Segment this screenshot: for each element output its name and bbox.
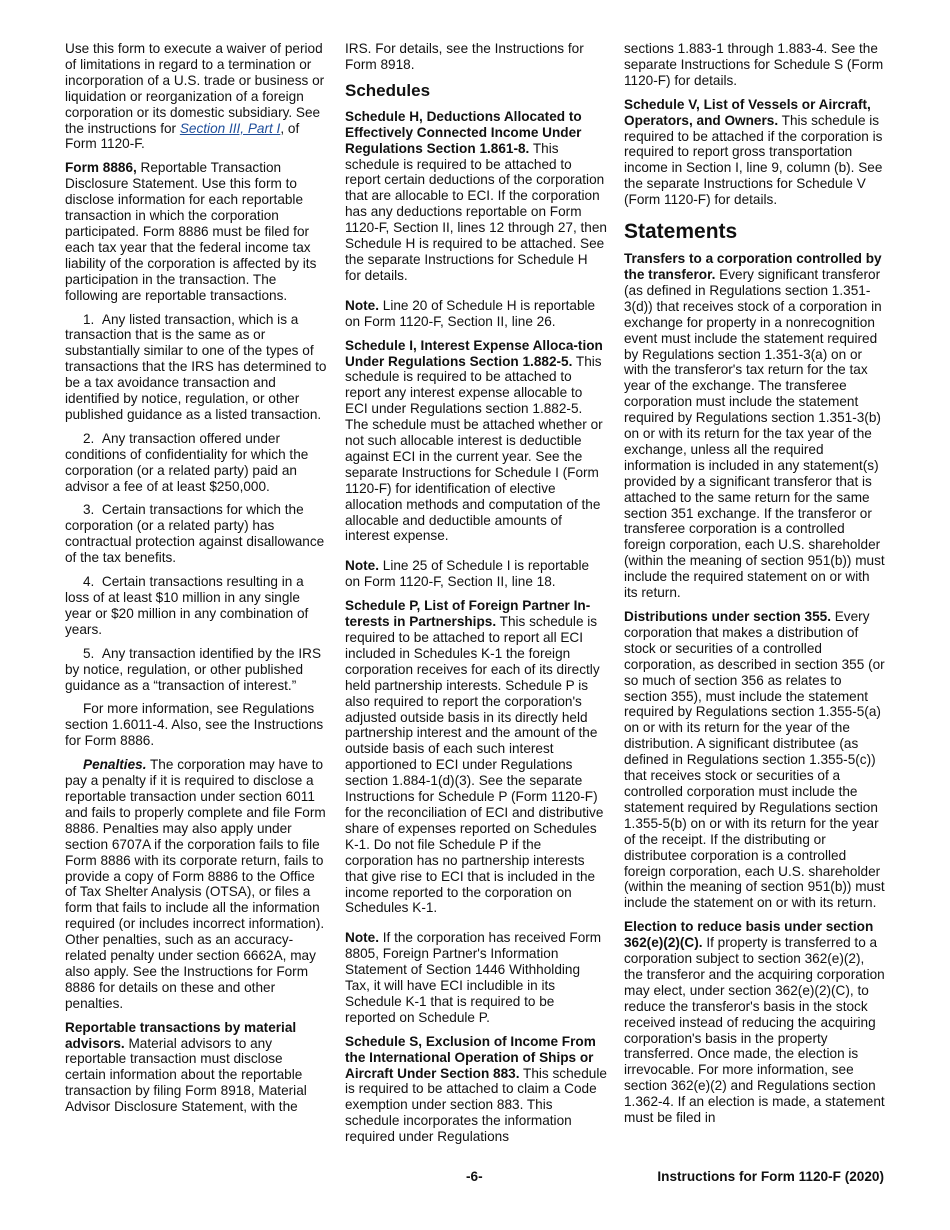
page-number: -6- [466,1169,483,1184]
paragraph-transfers: Transfers to a corporation controlled by the transferor. Every significant transferor (as defined in Regulations section 1.351-3(d)) that receives stock of a corporation in exchange for property in a nonrecognition event must include the statement required by Regulations section 1.351-3(a) on or with the transferor's tax return for the tax year of the exchange. The transferee corporation must include the statement required by Regulations section 1.351-3(b) on or with its return for the tax year of the exchange, unless all the required information is included in any statement(s) provided by a significant transferor that is attached to the same return for the same section 351 exchange. If the transferor or transferee corporation is a controlled foreign corporation, each U.S. shareholder (within the meaning of section 951(b)) must include the required statement on or with its return. [624,251,885,601]
material-advisors-heading: Reportable transactions by material advisors. [65,1019,297,1051]
footer-form-title: Instructions for Form 1120-F (2020) [657,1169,884,1184]
column-3 [624,41,886,1134]
note-schedule-p: Note. If the corporation has received Form 8805, Foreign Partner's Information Statement of Section 1446 Withholding Tax, it will have ECI includible in its Schedule K-1 that is required to be reported on Schedule P. [345,930,602,1025]
paragraph-continued: IRS. For details, see the Instructions for Form 8918. [345,41,584,72]
list-item: 2. Any transaction offered under conditions of confidentiality for which the corporation (or a related party) paid an advisor a fee of at least $250,000. [65,430,309,494]
list-item: 5. Any transaction identified by the IRS by notice, regulation, or other published guidance as a “transaction of interest.” [65,645,322,693]
schedule-p-heading: Schedule P, List of Foreign Partner In-terests in Partnerships. [345,598,591,630]
paragraph-form-8886: Form 8886, Reportable Transaction Disclosure Statement. Use this form to disclose information for each reportable transaction in which the corporation participated. Form 8886 must be filed for each tax year that the federal income tax liability of the corporation is affected by its participation in the transaction. The following are reportable transactions. [65,160,317,303]
paragraph-election: Election to reduce basis under section 362(e)(2)(C). If property is transferred to a corporation subject to section 362(e)(2), the transferor and the acquiring corporation may elect, under section 362(e)(2)(C), to reduce the transferor's basis in the stock received instead of reducing the acquiring corporation's basis in the property transferred. Once made, the election is irrevocable. For more information, see section 362(e)(2) and Regulations section 1.362-4. If an election is made, a statement must be filed in [624,919,885,1126]
penalties-heading: Penalties. [83,757,147,773]
paragraph-schedule-p: Schedule P, List of Foreign Partner In-terests in Partnerships. This schedule is required to be attached to report all ECI included in Schedules K-1 the foreign corporation receives for each of its directly held partnership interests. Schedule P is also required to report the corporation's adjusted outside basis in its directly held partnership interest and the amount of the outside basis of each such interest apportioned to ECI under Regulations section 1.884-1(d)(3). See the separate Instructions for Schedule P (Form 1120-F) for the reconciliation of ECI and distributive share of expenses reported on Schedules K-1. Do not file Schedule P if the corporation has no partnership interests that give rise to ECI that is included in the income reported to the corporation on Schedules K-1. [345,598,604,916]
note-schedule-h: Note. Line 20 of Schedule H is reportable on Form 1120-F, Section II, line 26. [345,297,596,329]
note-schedule-i: Note. Line 25 of Schedule I is reportable on Form 1120-F, Section II, line 18. [345,558,590,590]
form-8886-heading: Form 8886, [65,160,137,176]
column-1 [65,41,327,1123]
paragraph-continued: sections 1.883-1 through 1.883-4. See the separate Instructions for Schedule S (Form 1120-F) for details. [624,41,884,88]
schedules-heading: Schedules [345,80,431,100]
section-iii-part-i-link[interactable]: Section III, Part I [179,120,281,136]
paragraph-more-info: For more information, see Regulations section 1.6011-4. Also, see the Instructions for Form 8886. [65,701,324,749]
list-item: 4. Certain transactions resulting in a loss of at least $10 million in any single year or $20 million in any combination of years. [65,574,309,637]
paragraph-schedule-s: Schedule S, Exclusion of Income From the International Operation of Ships or Aircraft Under Section 883. This schedule is required to be attached to claim a Code exemption under section 883. This schedule incorporates the information required under Regulations [345,1033,607,1145]
column-2 [345,41,607,1153]
paragraph-penalties: Penalties. The corporation may have to pay a penalty if it is required to disclose a reportable transaction under section 6011 and fails to properly complete and file Form 8886. Penalties may also apply under section 6707A if the corporation fails to file Form 8886 with its corporate return, fails to provide a copy of Form 8886 to the Office of Tax Shelter Analysis (OTSA), or files a form that fails to include all the information required (or includes incorrect information). Other penalties, such as an accuracy-related penalty under section 6662A, may also apply. See the Instructions for Form 8886 for details on these and other penalties. [65,757,326,1011]
distributions-heading: Distributions under section 355. [624,609,831,624]
paragraph-schedule-h: Schedule H, Deductions Allocated to Effectively Connected Income Under Regulations Section 1.861-8. This schedule is required to be attached to report certain deductions of the corporation that are allocable to ECI. If the corporation has any deductions reportable on Form 1120-F, Section II, lines 12 through 27, then Schedule H is required to be attached. See the separate Instructions for Schedule H for details. [345,108,607,283]
list-item: 3. Certain transactions for which the corporation (or a related party) has contractual protection against disallowance of the tax benefits. [65,502,325,566]
schedule-i-heading: Schedule I, Interest Expense Alloca-tion Under Regulations Section 1.882-5. [345,337,603,369]
paragraph-schedule-v: Schedule V, List of Vessels or Aircraft, Operators, and Owners. This schedule is required to be attached if the corporation is required to report gross transportation income in Section I, line 9, column (b). See the separate Instructions for Schedule V (Form 1120-F) for details. [624,96,883,208]
paragraph-distributions: Distributions under section 355. Every corporation that makes a distribution of stock or securities of a controlled corporation, as described in section 355 (or so much of section 356 as relates to section 355), must include the statement required by Regulations section 1.355-5(a) on or with its return for the year of the distribution. A significant distributee (as defined in Regulations section 1.355-5(c)) that receives stock or securities of a controlled corporation must include the statement required by Regulations section 1.355-5(b) on or with its return for the year of the receipt. If the distributing or distributee corporation is a controlled foreign corporation, each U.S. shareholder (within the meaning of section 951(b)) must include the statement on or with its return. [624,609,885,911]
transfers-heading: Transfers to a corporation controlled by the transferor. [624,251,882,282]
schedule-v-heading: Schedule V, List of Vessels or Aircraft, Operators, and Owners. [624,96,871,128]
list-item: 1. Any listed transaction, which is a transaction that is the same as or substantially similar to one of the types of transactions that the IRS has determined to be a tax avoidance transaction and identified by notice, regulation, or other published guidance as a listed transaction. [65,311,327,422]
paragraph-material-advisors: Reportable transactions by material advisors. Material advisors to any reportable transaction must disclose certain information about the reportable transaction by filing Form 8918, Material Advisor Disclosure Statement, with the [65,1019,307,1115]
statements-heading: Statements [624,220,738,244]
election-heading: Election to reduce basis under section 362(e)(2)(C). [624,919,874,951]
paragraph-waiver: Use this form to execute a waiver of period of limitations in regard to a termination or incorporation of a U.S. trade or business or liquidation or reorganization of a foreign corporation or its domestic subsidiary. See the instructions for Section III, Part I, of Form 1120-F. [65,41,325,152]
schedule-h-heading: Schedule H, Deductions Allocated to Effectively Connected Income Under Regulations Section 1.861-8. [345,108,582,156]
paragraph-schedule-i: Schedule I, Interest Expense Alloca-tion Under Regulations Section 1.882-5. This schedule is required to be attached to report any interest expense allocable to ECI under Regulations section 1.882-5. The schedule must be attached whether or not such allocable interest is deductible against ECI in the current year. See the separate Instructions for Schedule I (Form 1120-F) for identification of elective allocation methods and computation of the allocable and deductible amounts of interest expense. [345,337,603,544]
schedule-s-heading: Schedule S, Exclusion of Income From the International Operation of Ships or Aircraft Under Section 883. [345,1033,596,1081]
